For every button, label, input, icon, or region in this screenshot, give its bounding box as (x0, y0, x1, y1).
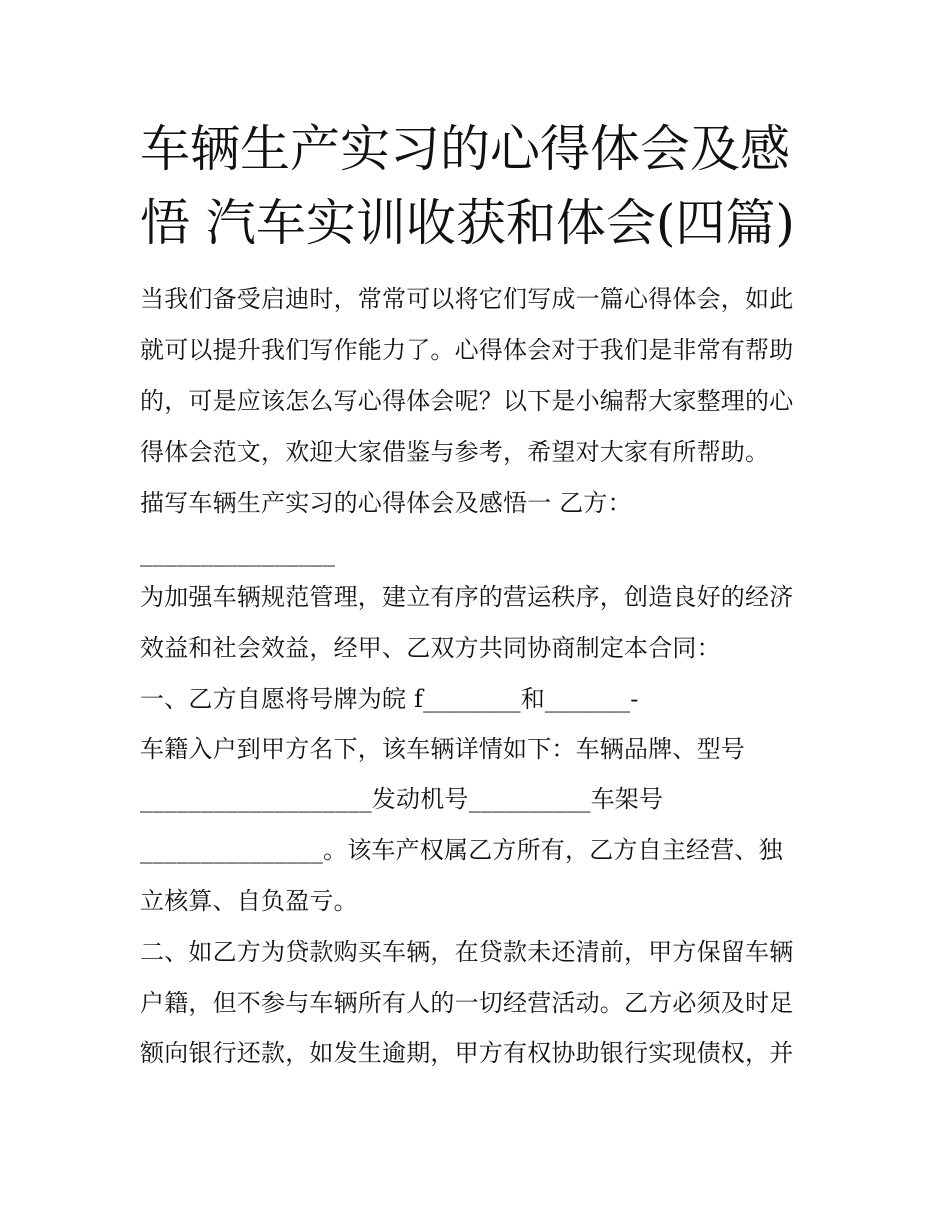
body-line: 的，可是应该怎么写心得体会呢？以下是小编帮大家整理的心 (140, 387, 794, 415)
contract-clause-line: 一、乙方自愿将号牌为皖 f________和_______- (140, 685, 639, 713)
body-line: 得体会范文，欢迎大家借鉴与参考，希望对大家有所帮助。 (140, 438, 770, 466)
fill-in-line: ___________________发动机号__________车架号 (140, 785, 664, 813)
body-line: 描写车辆生产实习的心得体会及感悟一 乙方： (140, 489, 632, 517)
body-line: 当我们备受启迪时，常常可以将它们写成一篇心得体会，如此 (140, 285, 794, 313)
body-line: 就可以提升我们写作能力了。心得体会对于我们是非常有帮助 (140, 336, 794, 364)
fill-in-line: _______________。该车产权属乙方所有，乙方自主经营、独 (140, 836, 783, 864)
title-line: 车辆生产实习的心得体会及感 (140, 120, 790, 178)
body-line: 效益和社会效益，经甲、乙双方共同协商制定本合同： (140, 634, 721, 662)
title-line: 悟 汽车实训收获和体会(四篇) (140, 194, 795, 252)
body-line: 立核算、自负盈亏。 (140, 887, 358, 915)
document-title (140, 112, 820, 260)
body-line: 车籍入户到甲方名下，该车辆详情如下：车辆品牌、型号 (140, 735, 745, 763)
body-line: 为加强车辆规范管理，建立有序的营运秩序，创造良好的经济 (140, 583, 794, 611)
contract-clause-line: 二、如乙方为贷款购买车辆，在贷款未还清前，甲方保留车辆 (140, 938, 794, 966)
body-line: 额向银行还款，如发生逾期，甲方有权协助银行实现债权，并 (140, 1039, 794, 1067)
body-line: 户籍，但不参与车辆所有人的一切经营活动。乙方必须及时足 (140, 989, 794, 1017)
signature-blank-line: ________________ (140, 539, 336, 567)
